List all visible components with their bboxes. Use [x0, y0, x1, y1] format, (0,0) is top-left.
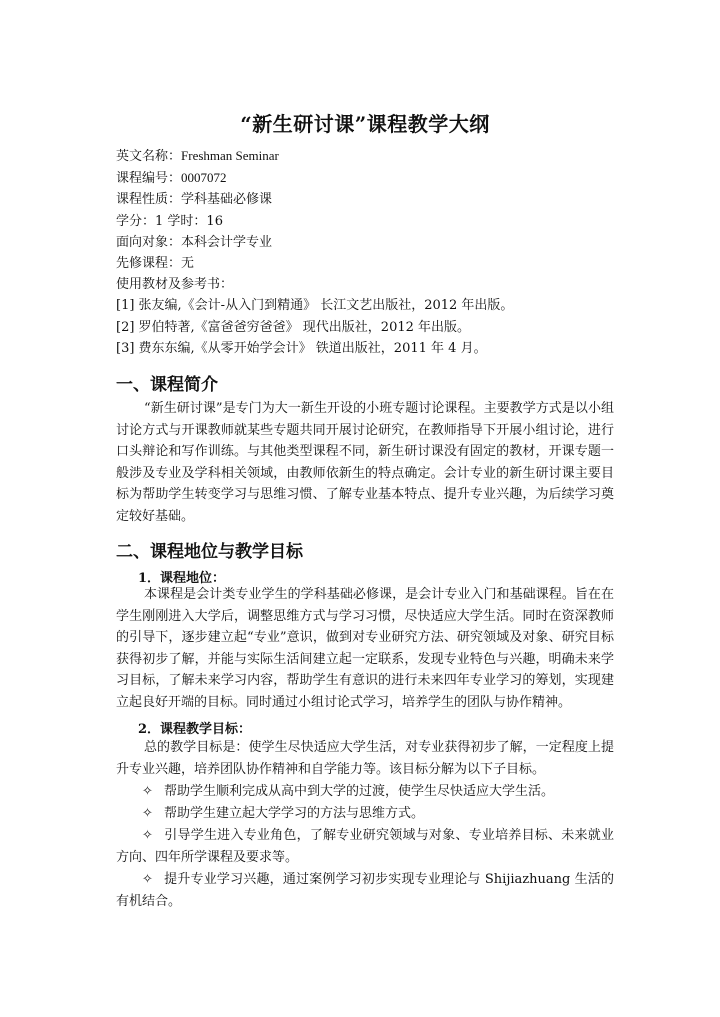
goal-bullet-3: ✧ 引导学生进入专业角色，了解专业研究领域与对象、专业培养目标、未来就业方向、四年所学课程及要求等。: [116, 825, 614, 868]
reference-3: [3] 费东东编,《从零开始学会计》 铁道出版社，2011 年 4 月。: [116, 340, 487, 356]
section-heading-objectives: 二、课程地位与教学目标: [116, 542, 303, 562]
goal-bullet-2: ✧ 帮助学生建立起大学学习的方法与思维方式。: [116, 803, 614, 825]
diamond-bullet-icon: ✧: [142, 784, 153, 799]
diamond-bullet-icon: ✧: [142, 872, 153, 887]
diamond-bullet-icon: ✧: [142, 806, 153, 821]
goal-bullet-4: ✧ 提升专业学习兴趣，通过案例学习初步实现专业理论与 Shijiazhuang 生活的有机结合。: [116, 869, 614, 912]
course-position-paragraph: 本课程是会计类专业学生的学科基础必修课，是会计专业入门和基础课程。旨在在学生刚刚进入大学后，调整思维方式与学习习惯，尽快适应大学生活。同时在资深教师的引导下，逐步建立起“专业”意识，做到对专业研究方法、研究领域及对象、研究目标获得初步了解，并能与实际生活间建立起一定联系，发现专业特色与兴趣，明确未来学习目标，了解未来学习内容，帮助学生有意识的进行未来四年专业学习的筹划，实现建立起良好开端的目标。同时通过小组讨论式学习，培养学生的团队与协作精神。: [116, 587, 614, 710]
course-meta: [116, 145, 614, 359]
goal-bullet-1: ✧ 帮助学生顺利完成从高中到大学的过渡，使学生尽快适应大学生活。: [116, 781, 614, 803]
subheading-course-position: 1．课程地位：: [138, 571, 226, 586]
reference-1: [1] 张友编,《会计-从入门到精通》 长江文艺出版社，2012 年出版。: [116, 298, 514, 314]
meta-course-nature: 课程性质：学科基础必修课: [116, 192, 273, 208]
meta-english-name: 英文名称：Freshman Seminar: [116, 148, 279, 164]
meta-textbooks-label: 使用教材及参考书：: [116, 277, 234, 293]
meta-audience: 面向对象：本科会计学专业: [116, 234, 273, 250]
teaching-goals-paragraph: 总的教学目标是：使学生尽快适应大学生活，对专业获得初步了解，一定程度上提升专业兴趣，培养团队协作精神和自学能力等。该目标分解为以下子目标。: [116, 740, 614, 777]
meta-credits: 学分：1 学时：16: [116, 213, 223, 229]
section-heading-intro: 一、课程简介: [116, 375, 218, 395]
document-title: “新生研讨课”课程教学大纲: [240, 112, 490, 136]
diamond-bullet-icon: ✧: [142, 828, 153, 843]
reference-2: [2] 罗伯特著,《富爸爸穷爸爸》 现代出版社，2012 年出版。: [116, 319, 471, 335]
meta-prerequisite: 先修课程：无: [116, 256, 195, 272]
subheading-teaching-goals: 2．课程教学目标：: [138, 722, 252, 737]
intro-paragraph: “新生研讨课”是专门为大一新生开设的小班专题讨论课程。主要教学方式是以小组讨论方式与开课教师就某些专题共同开展讨论研究，在教师指导下开展小组讨论，进行口头辩论和写作训练。与其他类型课程不同，新生研讨课没有固定的教材，开课专题一般涉及专业及学科相关领域，由教师依新生的特点确定。会计专业的新生研讨课主要目标为帮助学生转变学习与思维习惯、了解专业基本特点、提升专业兴趣，为后续学习奠定较好基础。: [116, 401, 614, 524]
meta-course-code: 课程编号：0007072: [116, 170, 227, 187]
